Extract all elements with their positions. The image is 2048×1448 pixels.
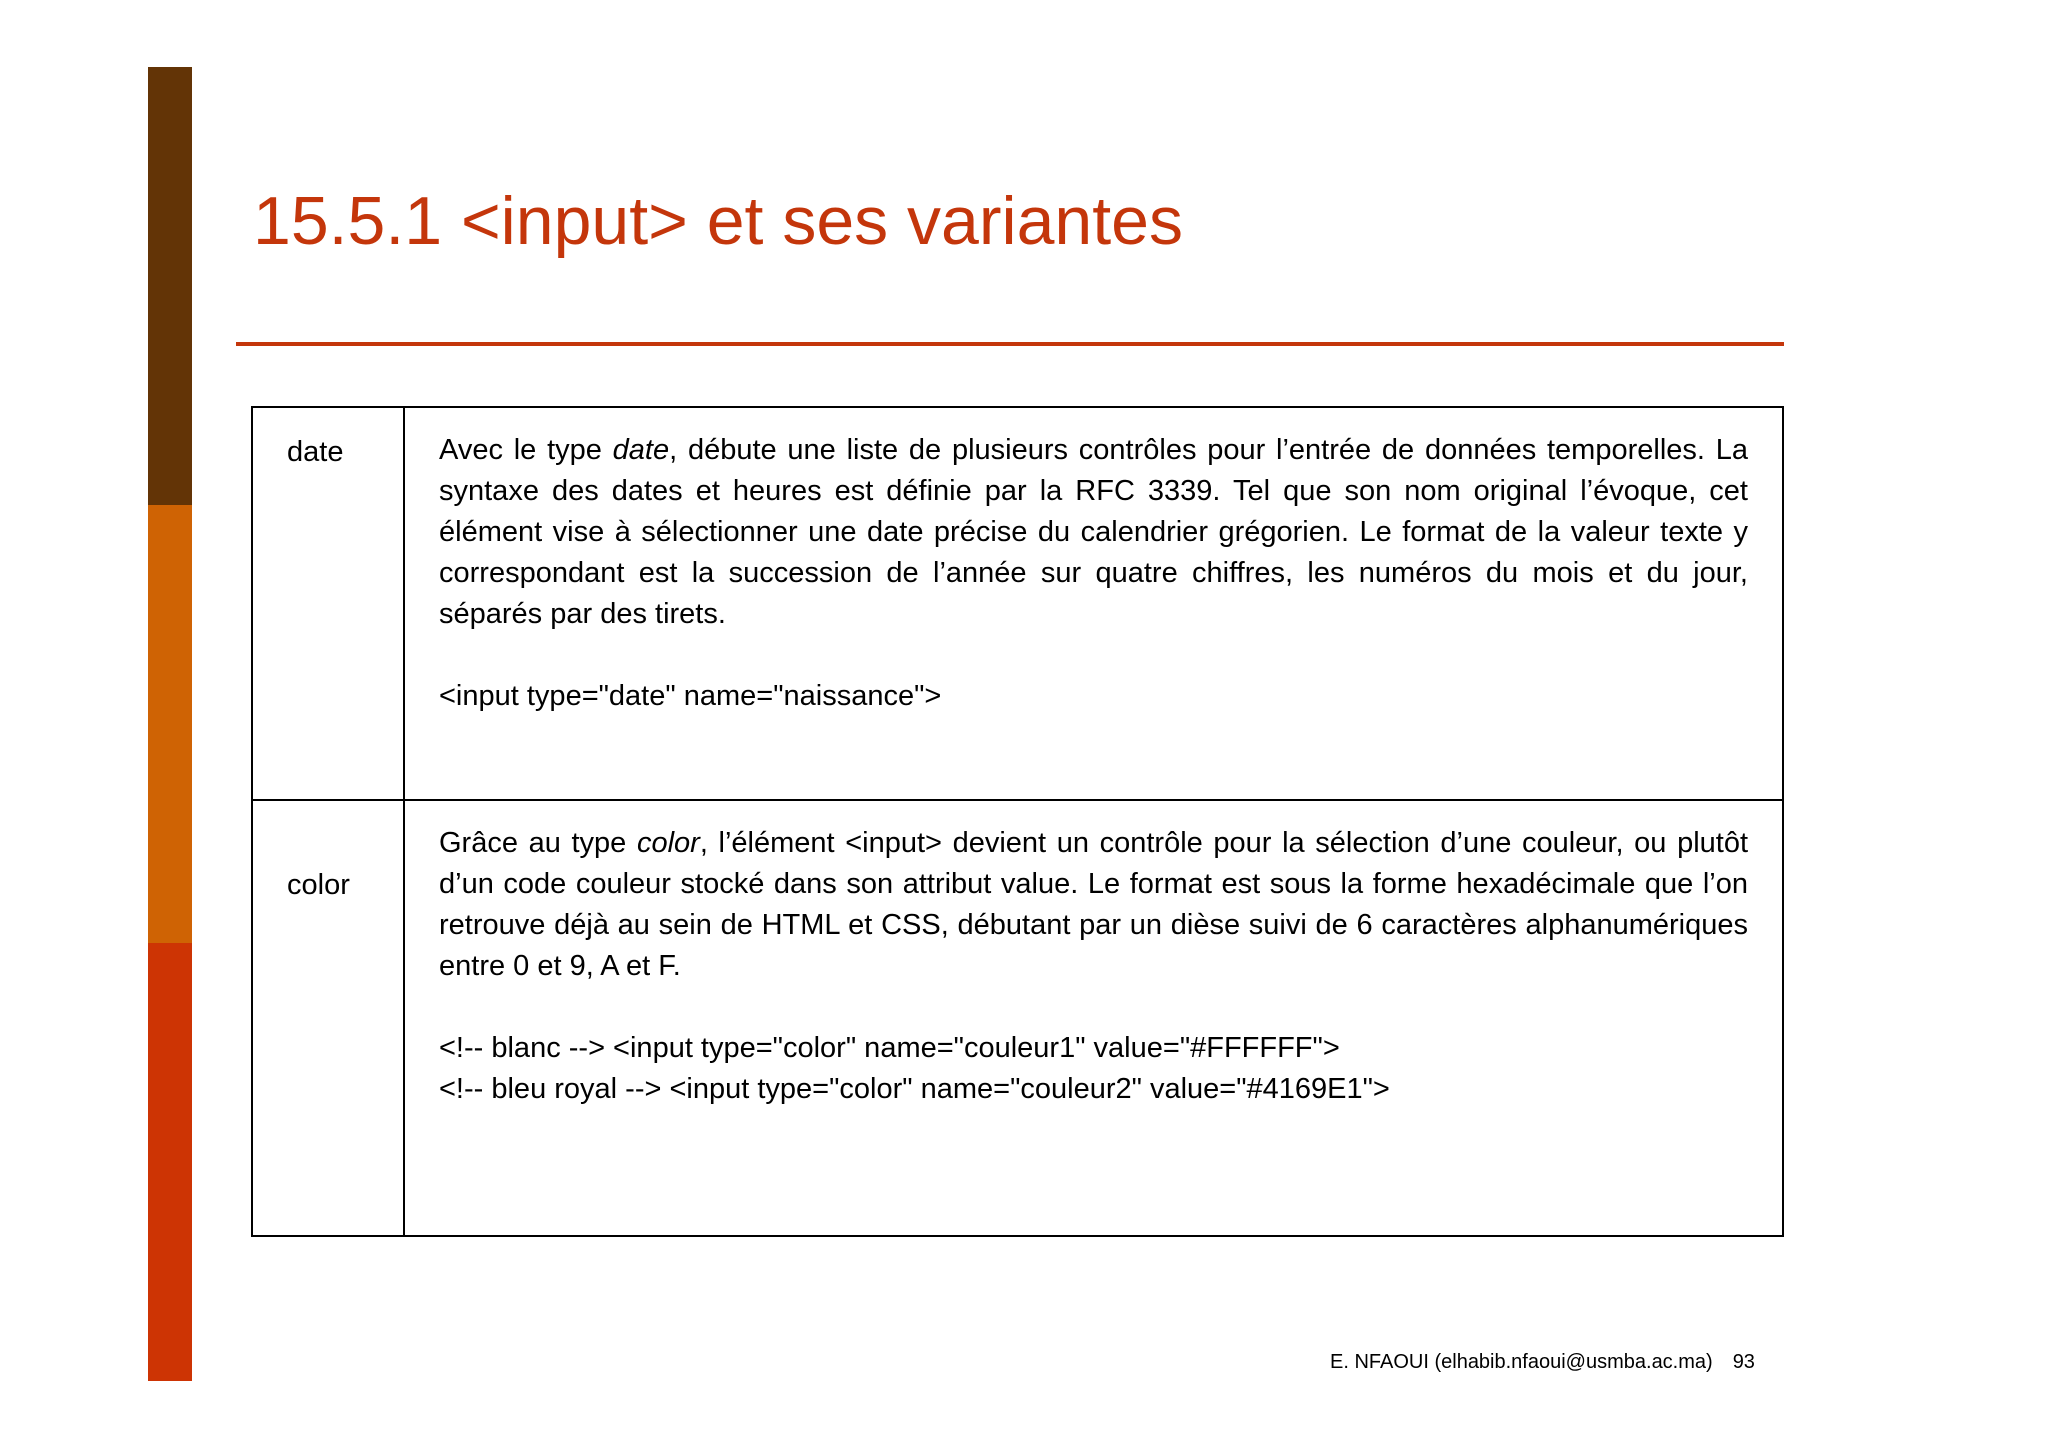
description-emphasis: color (636, 827, 700, 859)
content-table (251, 406, 1784, 1237)
description-text-color (439, 823, 1748, 987)
code-example-date (439, 676, 1748, 717)
code-line: <input type="date" name="naissance"> (439, 680, 942, 712)
description-text-end: , débute une liste de plusieurs contrôles pour l’entrée de données temporelles. La syntaxe des dates et heures est définie par la RFC 3339. Tel que son nom original l’évoque, cet élément vise à sélectionner une date précise du calendrier grégorien. Le format de la valeur texte y correspondant est la succession de l’année sur quatre chiffres, les numéros du mois et du jour, séparés par des tirets. (439, 434, 1748, 630)
description-emphasis: date (612, 434, 670, 466)
slide-footer (1330, 1351, 1755, 1374)
table-row-color (252, 800, 1783, 1236)
description-text-start: Grâce au type (439, 827, 637, 859)
description-cell-color (404, 800, 1783, 1236)
description-cell-date (404, 407, 1783, 800)
description-text-date (439, 430, 1748, 635)
side-bar-middle (148, 505, 192, 943)
title-divider (236, 342, 1784, 346)
footer-author: E. NFAOUI (elhabib.nfaoui@usmba.ac.ma) (1330, 1351, 1713, 1373)
page-number: 93 (1732, 1351, 1755, 1373)
code-line: <!-- blanc --> <input type="color" name="couleur1" value="#FFFFFF"> (439, 1032, 1340, 1064)
description-text-start: Avec le type (439, 434, 613, 466)
code-example-color (439, 1028, 1748, 1110)
description-text-end: , l’élément <input> devient un contrôle pour la sélection d’une couleur, ou plutôt d’un code couleur stocké dans son attribut value. Le format est sous la forme hexadécimale que l’on retrouve déjà au sein de HTML et CSS, débutant par un dièse suivi de 6 caractères alphanumériques entre 0 et 9, A et F. (439, 827, 1749, 982)
table-row-date (252, 407, 1783, 800)
term-cell-color: color (252, 800, 404, 1236)
term-cell-date: date (252, 407, 404, 800)
side-bar-bottom (148, 943, 192, 1381)
slide-title: 15.5.1 <input> et ses variantes (253, 183, 1183, 259)
side-bar-top (148, 67, 192, 505)
code-line: <!-- bleu royal --> <input type="color" name="couleur2" value="#4169E1"> (439, 1073, 1390, 1105)
